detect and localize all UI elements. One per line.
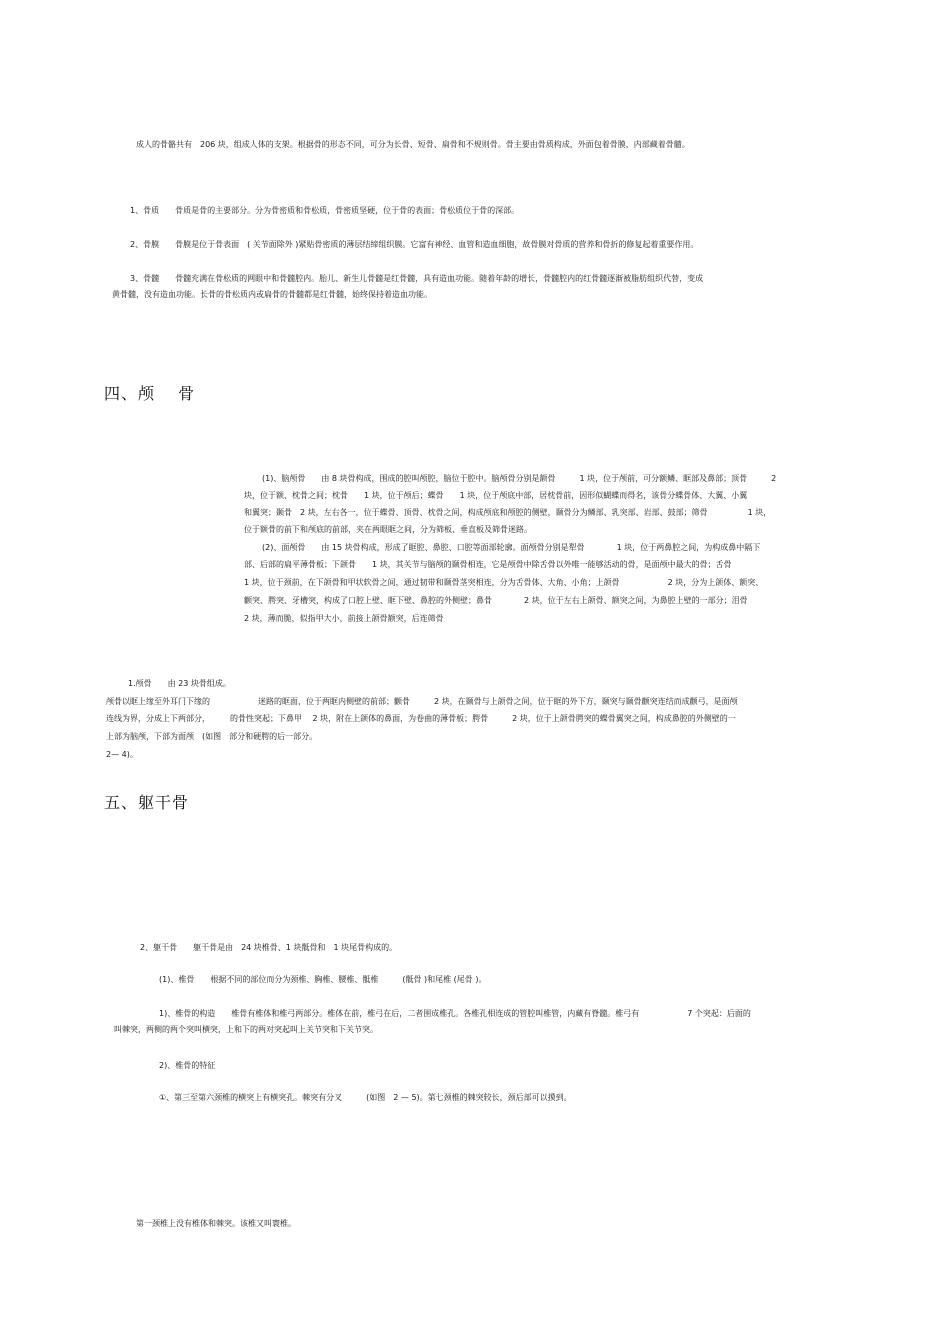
skull-summary-line: 1.颅骨 由 23 块骨组成。 — [128, 679, 231, 688]
skull-summary-line: 2— 4)。 — [106, 750, 138, 759]
intro-paragraph: 成人的骨骼共有 206 块，组成人体的支架。根据骨的形态不同，可分为长骨、短骨、扁骨和不规则骨。骨主要由骨质构成，外面包着骨膜，内部藏着骨髓。 — [136, 140, 690, 149]
trunk-text-line: (1)、椎骨 根据不同的部位而分为颈椎、胸椎、腰椎、骶椎 (骶骨 )和尾椎 (尾骨 )。 — [159, 975, 487, 984]
bone-part-line: 3、骨髓 骨髓充满在骨松质的网眼中和骨髓腔内。胎儿、新生儿骨髓是红骨髓，具有造血功能。随着年龄的增长，骨髓腔内的红骨髓逐渐被脂肪组织代替，变成 — [130, 274, 704, 283]
skull-text-line: 1 块，位于颈前，在下颌骨和甲状软骨之间，通过韧带和颞骨茎突相连，分为舌骨体、大角、小角；上颌骨 2 块，分为上颌体、额突、 — [244, 578, 764, 587]
skull-text-line: 和翼突；颞骨 2 块，左右各一，位于蝶骨、顶骨、枕骨之间，构成颅底和颅腔的侧壁，颞骨分为鳞部、乳突部、岩部、鼓部；筛骨 1 块， — [244, 508, 772, 517]
trunk-text-line: 2、躯干骨 躯干骨是由 24 块椎骨、1 块骶骨和 1 块尾骨构成的。 — [140, 943, 398, 952]
trunk-text-line: ①、第三至第六颈椎的横突上有横突孔。棘突有分叉 (如图 2 — 5)。第七颈椎的棘突较长，颈后部可以摸到。 — [159, 1093, 572, 1102]
skull-text-line: 部、后部的扁平薄骨板；下颌骨 1 块，其关节与脑颅的颞骨相连，它是颅骨中除舌骨以外唯一能够活动的骨，是面颅中最大的骨；舌骨 — [244, 560, 732, 569]
trunk-text-line: 2)、椎骨的特征 — [159, 1061, 216, 1070]
skull-text-line: 位于额骨的前下和颅底的前部，夹在两眼眶之间，分为筛板、垂直板及筛骨迷路。 — [244, 525, 532, 534]
skull-summary-line: 连线为界，分成上下两部分， 的骨性突起；下鼻甲 2 块，附在上颌体的鼻面，为卷曲的薄骨板；腭骨 2 块，位于上颌骨腭突的蝶骨翼突之间，构成鼻腔的外侧壁的一 — [106, 714, 736, 723]
trunk-text-line: 1)、椎骨的构造 椎骨有椎体和椎弓两部分。椎体在前，椎弓在后，二者围成椎孔。各椎孔相连成的管腔叫椎管，内藏有脊髓。椎弓有 7 个突起：后面的 — [159, 1009, 751, 1018]
skull-summary-line: 上部为脑颅，下部为面颅 (如图 部分和硬腭的后一部分。 — [106, 732, 318, 741]
skull-text-line: (2)、面颅骨 由 15 块骨构成，形成了眶腔、鼻腔、口腔等面部轮廓。面颅骨分别是犁骨 1 块，位于两鼻腔之间，为构成鼻中隔下 — [262, 543, 761, 552]
skull-text-line: 2 块，薄而脆，似指甲大小，前接上颌骨额突，后连筛骨 — [244, 614, 444, 623]
skull-text-line: 块，位于额、枕骨之间；枕骨 1 块，位于颅后；蝶骨 1 块，位于颅底中部，居枕骨前，因形似蝴蝶而得名，该骨分蝶骨体、大翼、小翼 — [244, 491, 748, 500]
section-heading-trunk: 五、躯干骨 — [104, 793, 190, 812]
trunk-text-line: 叫棘突，两侧的两个突叫横突，上和下的两对突起叫上关节突和下关节突。 — [114, 1025, 378, 1034]
bone-part-line: 黄骨髓，没有造血功能。长骨的骨松质内或扁骨的骨髓都是红骨髓，始终保持着造血功能。 — [112, 290, 432, 299]
section-heading-skull: 四、颅 骨 — [104, 384, 196, 403]
skull-text-line: 颧突、腭突、牙槽突，构成了口腔上壁、眶下壁、鼻腔的外侧壁；鼻骨 2 块，位于左右上颌骨、额突之间，为鼻腔上壁的一部分；泪骨 — [244, 596, 748, 605]
skull-summary-line: 颅骨以眶上缘至外耳门下缘的 迷路的眶面，位于两眶内侧壁的前部；颧骨 2 块，在颞骨与上颌骨之间，位于眶的外下方，颞突与颞骨颧突连结而成颧弓，是面颅 — [106, 697, 738, 706]
trunk-text-line: 第一颈椎上没有椎体和棘突。该椎又叫寰椎。 — [136, 1219, 296, 1228]
bone-part-line: 1、骨质 骨质是骨的主要部分。分为骨密质和骨松质，骨密质坚硬，位于骨的表面；骨松质位于骨的深部。 — [130, 206, 520, 215]
skull-text-line: (1)、脑颅骨 由 8 块骨构成，围成的腔叫颅腔，脑位于腔中。脑颅骨分别是额骨 1 块，位于颅前，可分额鳞、眶部及鼻部；顶骨 2 — [262, 474, 777, 483]
bone-part-line: 2、骨膜 骨膜是位于骨表面 ( 关节面除外 )紧贴骨密质的薄层结缔组织膜。它富有神经、血管和造血细胞，故骨膜对骨质的营养和骨折的修复起着重要作用。 — [130, 240, 699, 249]
